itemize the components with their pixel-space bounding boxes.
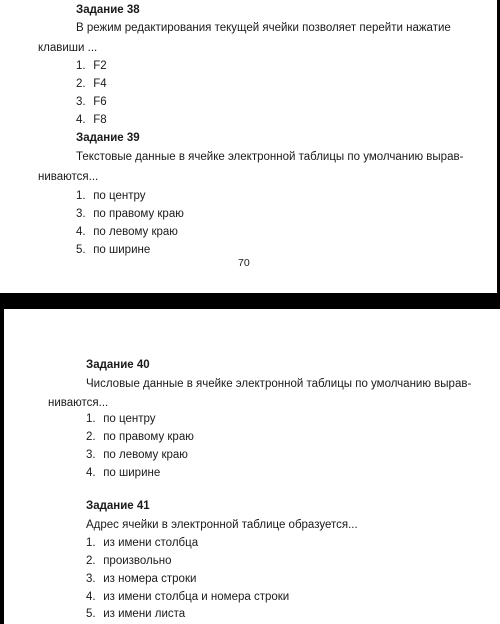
option-number: 3. [86,573,96,585]
task-41-option [86,573,196,585]
option-text: F2 [93,60,107,72]
task-38-question-line2: клавиши ... [38,42,98,54]
task-38-question-line1: В режим редактирования текущей ячейки позволяет перейти нажатие [76,22,451,34]
option-text: из имени листа [103,608,186,620]
task-39-title: Задание 39 [76,132,140,144]
option-text: по центру [93,190,146,202]
option-number: 3. [76,208,86,220]
document-page-top [0,0,497,293]
document-page-bottom [4,309,500,624]
option-number: 2. [76,78,86,90]
option-text: произвольно [103,555,172,567]
task-39-option [76,244,150,256]
option-text: по левому краю [103,449,188,461]
option-text: из имени столбца [103,537,199,549]
task-38-title: Задание 38 [76,4,140,16]
option-text: из имени столбца и номера строки [103,591,290,603]
option-text: F8 [93,114,107,126]
task-40-option [86,431,194,443]
task-41-option [86,591,289,603]
task-38-option [76,60,107,72]
option-number: 3. [76,96,86,108]
option-number: 4. [86,591,96,603]
task-40-option [86,413,156,425]
task-40-question-line1: Числовые данные в ячейке электронной таблицы по умолчанию вырав- [86,378,472,390]
option-number: 1. [86,413,96,425]
task-39-option [76,190,146,202]
page-number: 70 [238,257,250,269]
task-38-option [76,114,107,126]
option-text: по правому краю [103,431,194,443]
task-41-question-line1: Адрес ячейки в электронной таблице образуется... [86,519,358,531]
task-40-question-line2: ниваются... [48,397,109,409]
task-41-option [86,608,185,620]
option-text: по ширине [93,244,151,256]
task-39-question-line1: Текстовые данные в ячейке электронной таблицы по умолчанию вырав- [76,151,464,163]
option-number: 2. [86,431,96,443]
task-40-option [86,449,188,461]
option-number: 1. [86,537,96,549]
option-number: 5. [86,608,96,620]
task-39-option [76,226,178,238]
option-number: 4. [76,226,86,238]
task-41-title: Задание 41 [86,500,150,512]
task-40-title: Задание 40 [86,359,150,371]
option-number: 2. [86,555,96,567]
option-text: F4 [93,78,107,90]
option-number: 1. [76,190,86,202]
option-text: по центру [103,413,156,425]
option-number: 3. [86,449,96,461]
option-text: по левому краю [93,226,178,238]
task-39-option [76,208,184,220]
task-38-option [76,96,107,108]
option-text: по правому краю [93,208,184,220]
task-40-option [86,467,160,479]
task-41-option [86,555,172,567]
task-41-option [86,537,198,549]
option-number: 4. [76,114,86,126]
task-38-option [76,78,107,90]
task-39-question-line2: ниваются... [38,171,99,183]
option-text: по ширине [103,467,161,479]
option-number: 1. [76,60,86,72]
option-text: из номера строки [103,573,197,585]
option-number: 5. [76,244,86,256]
option-text: F6 [93,96,107,108]
option-number: 4. [86,467,96,479]
